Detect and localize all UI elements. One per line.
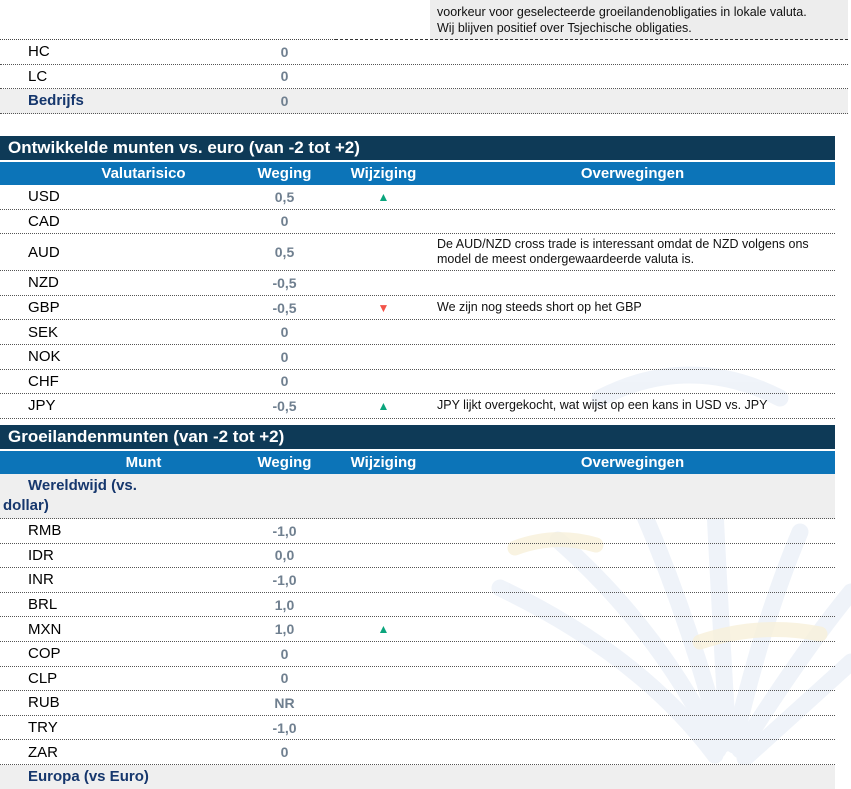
overwegingen-text	[430, 73, 848, 79]
column-header-valutarisico: Valutarisico	[101, 165, 186, 182]
column-header-wijziging: Wijziging	[350, 165, 417, 182]
wijziging-cell	[337, 299, 430, 317]
table-row	[0, 544, 835, 569]
weging-value: -0,5	[272, 397, 297, 414]
table-row	[0, 320, 835, 345]
emerging-currencies-table	[0, 425, 835, 789]
table-row	[0, 740, 835, 765]
weging-value: 0	[280, 348, 289, 365]
up-triangle-icon: ▲	[377, 189, 390, 204]
table-row	[0, 593, 835, 618]
wijziging-cell	[337, 397, 430, 415]
overwegingen-text	[430, 194, 835, 200]
weging-value: -1,0	[272, 522, 297, 539]
emerging-table-title: Groeilandenmunten (van -2 tot +2)	[0, 425, 835, 451]
currency-label: COP	[28, 645, 61, 663]
column-header-munt: Munt	[125, 454, 162, 471]
currency-label: NOK	[28, 348, 61, 366]
table-row	[0, 519, 835, 544]
table-row	[0, 40, 848, 65]
currency-label: IDR	[28, 546, 54, 564]
column-header-weging: Weging	[257, 165, 312, 182]
currency-label: MXN	[28, 620, 62, 638]
currency-label: RMB	[28, 522, 62, 540]
table-row	[0, 642, 835, 667]
table-row	[0, 345, 835, 370]
table-row	[0, 234, 835, 271]
overwegingen-text	[430, 552, 835, 558]
currency-label: RUB	[28, 694, 60, 712]
weging-value: 1,0	[274, 596, 295, 613]
section-row	[0, 474, 835, 519]
down-triangle-icon: ▼	[377, 300, 390, 315]
overwegingen-text	[430, 354, 835, 360]
overwegingen-text	[430, 378, 835, 384]
currency-label: CLP	[28, 669, 58, 687]
weging-value: -1,0	[272, 719, 297, 736]
weging-value: 0	[280, 92, 289, 109]
weging-value: 0	[280, 68, 289, 85]
currency-label: LC	[28, 67, 48, 85]
table-row	[0, 568, 835, 593]
overwegingen-text	[430, 725, 835, 731]
overwegingen-text	[430, 218, 835, 224]
table-row	[0, 65, 848, 90]
overwegingen-text: JPY lijkt overgekocht, wat wijst op een kans in USD vs. JPY	[437, 398, 768, 413]
overwegingen-text	[430, 602, 835, 608]
section-row	[0, 765, 835, 789]
weging-value: 0	[280, 670, 289, 687]
up-triangle-icon: ▲	[377, 622, 390, 637]
overwegingen-text	[430, 577, 835, 583]
table-row	[0, 667, 835, 692]
overwegingen-text	[430, 49, 848, 55]
table-row	[0, 394, 835, 419]
overwegingen-text: De AUD/NZD cross trade is interessant omdat de NZD volgens ons model de meest ondergewaardeerde valuta is.	[437, 237, 809, 267]
weging-value: -0,5	[272, 274, 297, 291]
top-note-line: Wij blijven positief over Tsjechische obligaties.	[437, 21, 692, 35]
weging-value: NR	[274, 694, 295, 711]
developed-column-header	[0, 162, 835, 185]
currency-label: ZAR	[28, 743, 58, 761]
column-header-overwegingen: Overwegingen	[580, 165, 685, 182]
overwegingen-text: We zijn nog steeds short op het GBP	[437, 300, 642, 315]
overwegingen-text	[430, 280, 835, 286]
overwegingen-text	[430, 675, 835, 681]
weging-value: 0	[280, 645, 289, 662]
weging-value: 0,5	[274, 244, 295, 261]
section-label: Wereldwijd (vs. dollar)	[3, 477, 137, 514]
currency-label: TRY	[28, 719, 58, 737]
section-label: Europa (vs Euro)	[28, 767, 149, 785]
table-row	[0, 210, 835, 235]
currency-label: JPY	[28, 397, 56, 415]
weging-value: -0,5	[272, 299, 297, 316]
currency-label: Bedrijfs	[28, 92, 84, 110]
top-note-line: voorkeur voor geselecteerde groeilandenobligaties in lokale valuta.	[437, 5, 807, 19]
weging-value: 1,0	[274, 621, 295, 638]
bonds-partial-table	[0, 40, 848, 114]
currency-label: GBP	[28, 299, 60, 317]
table-row	[0, 296, 835, 321]
weging-value: -1,0	[272, 571, 297, 588]
overwegingen-text	[430, 528, 835, 534]
wijziging-cell	[337, 188, 430, 206]
overwegingen-text	[430, 749, 835, 755]
overwegingen-text	[430, 329, 835, 335]
currency-label: NZD	[28, 274, 59, 292]
developed-currencies-table	[0, 136, 835, 419]
weging-value: 0	[280, 43, 289, 60]
currency-label: CHF	[28, 372, 59, 390]
weging-value: 0	[280, 213, 289, 230]
overwegingen-text	[430, 98, 848, 104]
overwegingen-text	[430, 700, 835, 706]
currency-label: HC	[28, 43, 50, 61]
developed-table-title: Ontwikkelde munten vs. euro (van -2 tot +2)	[0, 136, 835, 162]
weging-value: 0	[280, 324, 289, 341]
currency-label: SEK	[28, 323, 59, 341]
currency-label: BRL	[28, 596, 58, 614]
table-row	[0, 716, 835, 741]
table-row	[0, 617, 835, 642]
currency-label: CAD	[28, 212, 60, 230]
table-row	[0, 691, 835, 716]
column-header-weging: Weging	[257, 454, 312, 471]
weging-value: 0	[280, 744, 289, 761]
weging-value: 0,5	[274, 188, 295, 205]
up-triangle-icon: ▲	[377, 398, 390, 413]
table-row	[0, 185, 835, 210]
currency-label: INR	[28, 571, 54, 589]
currency-label: USD	[28, 188, 60, 206]
column-header-wijziging: Wijziging	[350, 454, 417, 471]
overwegingen-text	[430, 626, 835, 632]
table-row	[0, 89, 848, 114]
table-row	[0, 370, 835, 395]
weging-value: 0,0	[274, 547, 295, 564]
table-row	[0, 271, 835, 296]
currency-label: AUD	[28, 243, 60, 261]
column-header-overwegingen: Overwegingen	[580, 454, 685, 471]
wijziging-cell	[337, 620, 430, 638]
emerging-column-header	[0, 451, 835, 474]
overwegingen-text	[430, 651, 835, 657]
weging-value: 0	[280, 373, 289, 390]
top-note	[430, 0, 848, 40]
